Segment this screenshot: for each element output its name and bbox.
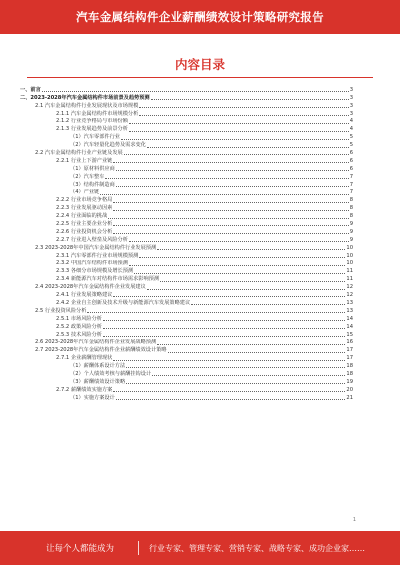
toc-entry-title: 2.7 2023-2028年汽车金属结构件企业薪酬绩效设计策略 <box>35 347 167 354</box>
toc-leader-dots <box>124 154 349 155</box>
toc-leader-dots <box>87 312 345 313</box>
toc-entry[interactable] <box>20 252 353 260</box>
toc-entry[interactable] <box>20 267 353 275</box>
toc-entry[interactable] <box>20 378 353 386</box>
toc-entry-page: 3 <box>349 110 353 117</box>
toc-entry[interactable] <box>20 331 353 339</box>
toc-entry[interactable] <box>20 394 353 402</box>
toc-entry-title: （2）个人绩效考核与薪酬挂钩设计 <box>70 370 152 377</box>
toc-leader-dots <box>191 304 345 305</box>
toc-entry[interactable] <box>20 204 353 212</box>
toc-entry-page: 11 <box>346 276 353 283</box>
toc-entry-title: 2.3.3 各细分市场规模及增长预测 <box>56 268 134 275</box>
toc-leader-dots <box>134 273 345 274</box>
page-number: 1 <box>352 517 356 523</box>
toc-leader-dots <box>116 399 346 400</box>
toc-entry-title: 2.1.2 行业竞争格局与市场份额 <box>56 118 128 125</box>
toc-entry-title: 2.1.1 汽车金属结构件市场规模分析 <box>56 110 139 117</box>
toc-entry-page: 13 <box>346 299 353 306</box>
toc-entry-title: 2.7.1 企业薪酬管理现状 <box>56 355 113 362</box>
toc-entry-page: 15 <box>346 331 353 338</box>
toc-entry-title: （3）薪酬绩效设计策略 <box>70 378 126 385</box>
toc-entry-page: 5 <box>349 142 353 149</box>
toc-entry-title: （1）汽车零部件行业 <box>70 134 120 141</box>
toc-entry[interactable] <box>20 283 353 291</box>
toc-leader-dots <box>147 289 346 290</box>
toc-leader-dots <box>113 225 348 226</box>
toc-entry-title: （2）汽车整车 <box>70 173 105 180</box>
toc-entry-title: （2）汽车轻量化趋势及需求变化 <box>70 142 146 149</box>
toc-entry-title: 2.3.2 中国汽车结构件市场预测 <box>56 260 128 267</box>
toc-entry-title: （4）产业链 <box>70 189 100 196</box>
footer-slogan: 让每个人都能成为 <box>46 544 115 554</box>
toc-leader-dots <box>168 352 346 353</box>
toc-entry-page: 20 <box>346 386 353 393</box>
toc-entry[interactable] <box>20 386 353 394</box>
toc-entry[interactable] <box>20 133 353 141</box>
toc-entry-title: 2.6 2023-2028年汽车金属结构件企业发展战略预测 <box>35 339 157 346</box>
toc-entry[interactable] <box>20 149 353 157</box>
toc-entry[interactable] <box>20 86 353 94</box>
toc-entry[interactable] <box>20 299 353 307</box>
toc-entry-title: 2.3.4 新能源汽车对结构件市场需求影响预测 <box>56 276 160 283</box>
toc-entry[interactable] <box>20 196 353 204</box>
toc-leader-dots <box>121 139 349 140</box>
toc-entry[interactable] <box>20 307 353 315</box>
toc-entry[interactable] <box>20 110 353 118</box>
toc-entry[interactable] <box>20 189 353 197</box>
toc-entry[interactable] <box>20 370 353 378</box>
toc-entry-page: 7 <box>349 173 353 180</box>
page-footer <box>0 531 400 565</box>
toc-entry[interactable] <box>20 141 353 149</box>
toc-entry-page: 18 <box>346 370 353 377</box>
toc-leader-dots <box>113 391 345 392</box>
toc-entry-title: 2.4.2 企业自主创新及技术升级与新能源汽车发展策略建议 <box>56 299 191 306</box>
toc-entry-page: 3 <box>349 94 353 101</box>
toc-leader-dots <box>103 336 345 337</box>
toc-entry[interactable] <box>20 165 353 173</box>
toc-entry-page: 14 <box>346 323 353 330</box>
toc-entry-page: 6 <box>349 150 353 157</box>
toc-leader-dots <box>103 328 345 329</box>
toc-entry-title: 2.2.5 行业主要企业分析 <box>56 221 113 228</box>
toc-entry-title: 2.4 2023-2028年汽车金属结构件企业发展建议 <box>35 284 146 291</box>
toc-leader-dots <box>113 296 345 297</box>
toc-divider <box>27 77 373 78</box>
toc-entry[interactable] <box>20 94 353 102</box>
toc-leader-dots <box>160 281 345 282</box>
toc-leader-dots <box>116 170 349 171</box>
toc-entry-title: （1）实施方案设计 <box>70 394 115 401</box>
toc-leader-dots <box>129 131 349 132</box>
toc-leader-dots <box>139 257 345 258</box>
toc-entry-title: （1）薪酬体系设计方法 <box>70 363 126 370</box>
toc-entry-title: （3）结构件制造商 <box>70 181 115 188</box>
toc-entry-title: 2.5.2 政策风险分析 <box>56 323 102 330</box>
toc-entry-title: 2.2.1 行业上下游产业链 <box>56 157 113 164</box>
toc-leader-dots <box>139 107 348 108</box>
toc-leader-dots <box>151 99 349 100</box>
toc-entry-title: （1）原材料供应商 <box>70 165 115 172</box>
toc-entry-page: 11 <box>346 268 353 275</box>
toc-leader-dots <box>105 178 348 179</box>
toc-entry-page: 7 <box>349 189 353 196</box>
toc-entry-title: 2.1 汽车金属结构件行业发展现状及市场规模 <box>35 102 139 109</box>
toc-entry[interactable] <box>20 125 353 133</box>
toc-entry-title: 2.2.3 行业发展驱动因素 <box>56 205 113 212</box>
toc-entry-title: 2.2.4 行业面临的挑战 <box>56 213 108 220</box>
toc-entry-page: 12 <box>346 292 353 299</box>
toc-entry-title: 2.4.1 行业发展策略建议 <box>56 292 113 299</box>
toc-entry[interactable] <box>20 339 353 347</box>
toc-leader-dots <box>157 344 345 345</box>
toc-leader-dots <box>129 123 349 124</box>
toc-entry[interactable] <box>20 220 353 228</box>
toc-leader-dots <box>129 241 349 242</box>
toc-entry[interactable] <box>20 323 353 331</box>
toc-leader-dots <box>113 360 345 361</box>
toc-entry-page: 5 <box>349 134 353 141</box>
toc-entry[interactable] <box>20 315 353 323</box>
footer-tagline: 行业专家、管理专家、营销专家、战略专家、成功企业家…… <box>149 543 365 553</box>
toc-entry[interactable] <box>20 118 353 126</box>
toc-leader-dots <box>113 202 348 203</box>
toc-entry-page: 10 <box>346 252 353 259</box>
toc-entry-page: 4 <box>349 126 353 133</box>
toc-entry-title: 2.2 汽车金属结构件行业产业链及发展 <box>35 150 123 157</box>
toc-entry-title: 2.2.6 行业投资机会分析 <box>56 228 113 235</box>
toc-entry[interactable] <box>20 102 353 110</box>
toc-leader-dots <box>113 210 348 211</box>
toc-leader-dots <box>126 383 345 384</box>
toc-leader-dots <box>147 147 349 148</box>
toc-entry-title: 二、2023-2028年汽车金属结构件市场前景及趋势预测 <box>20 94 150 101</box>
toc-entry-page: 12 <box>346 284 353 291</box>
toc-entry[interactable] <box>20 291 353 299</box>
report-title: 汽车金属结构件企业薪酬绩效设计策略研究报告 <box>76 10 324 24</box>
toc-leader-dots <box>152 375 345 376</box>
toc-entry-page: 3 <box>349 102 353 109</box>
toc-entry[interactable] <box>20 354 353 362</box>
toc-entry-title: 2.3.1 汽车零部件行业市场规模预测 <box>56 252 139 259</box>
toc-entry[interactable] <box>20 244 353 252</box>
toc-entry-title: 2.1.3 行业发展趋势及前景分析 <box>56 126 128 133</box>
toc-entry-page: 14 <box>346 315 353 322</box>
toc-entry[interactable] <box>20 228 353 236</box>
toc-entry-title: 2.7.2 薪酬绩效实施方案 <box>56 386 113 393</box>
toc-entry-title: 2.5.3 技术风险分析 <box>56 331 102 338</box>
toc-entry-title: 一、前言 <box>20 86 41 93</box>
toc-entry-page: 8 <box>349 205 353 212</box>
toc-leader-dots <box>139 115 348 116</box>
toc-entry-page: 17 <box>346 355 353 362</box>
toc-leader-dots <box>129 265 345 266</box>
toc-entry[interactable] <box>20 362 353 370</box>
toc-leader-dots <box>42 91 349 92</box>
footer-divider <box>138 541 139 555</box>
toc-entry-page: 9 <box>349 228 353 235</box>
page-header <box>0 0 400 34</box>
toc-entry-page: 18 <box>346 363 353 370</box>
toc-leader-dots <box>126 367 345 368</box>
toc-leader-dots <box>103 320 345 321</box>
toc-entry-page: 10 <box>346 244 353 251</box>
toc-leader-dots <box>113 162 348 163</box>
toc-entry[interactable] <box>20 236 353 244</box>
toc-entry-page: 3 <box>349 86 353 93</box>
toc-leader-dots <box>116 186 349 187</box>
toc-heading: 内容目录 <box>174 57 225 72</box>
toc-entry-page: 10 <box>346 260 353 267</box>
table-of-contents <box>20 86 353 402</box>
toc-entry-page: 6 <box>349 165 353 172</box>
toc-leader-dots <box>113 233 348 234</box>
toc-leader-dots <box>100 194 348 195</box>
toc-entry[interactable] <box>20 260 353 268</box>
toc-entry-page: 9 <box>349 221 353 228</box>
toc-entry-page: 13 <box>346 307 353 314</box>
toc-entry[interactable] <box>20 346 353 354</box>
toc-entry[interactable] <box>20 181 353 189</box>
toc-entry-page: 19 <box>346 378 353 385</box>
toc-entry-page: 6 <box>349 157 353 164</box>
toc-entry[interactable] <box>20 212 353 220</box>
toc-entry-title: 2.2.7 行业进入壁垒及风险分析 <box>56 236 128 243</box>
toc-entry[interactable] <box>20 173 353 181</box>
toc-entry[interactable] <box>20 275 353 283</box>
toc-entry-title: 2.5 行业投资风险分析 <box>35 307 87 314</box>
toc-entry-page: 8 <box>349 213 353 220</box>
toc-entry-title: 2.2.2 行业市场竞争格局 <box>56 197 113 204</box>
toc-entry-page: 4 <box>349 118 353 125</box>
toc-entry-page: 16 <box>346 339 353 346</box>
toc-entry-page: 17 <box>346 347 353 354</box>
toc-entry-page: 8 <box>349 197 353 204</box>
toc-leader-dots <box>108 218 349 219</box>
toc-entry-title: 2.3 2023-2028年中国汽车金属结构件行业发展预测 <box>35 244 157 251</box>
toc-entry-page: 7 <box>349 181 353 188</box>
toc-leader-dots <box>157 249 345 250</box>
toc-entry-page: 21 <box>346 394 353 401</box>
toc-entry[interactable] <box>20 157 353 165</box>
toc-entry-page: 9 <box>349 236 353 243</box>
toc-entry-title: 2.5.1 市场风险分析 <box>56 315 102 322</box>
